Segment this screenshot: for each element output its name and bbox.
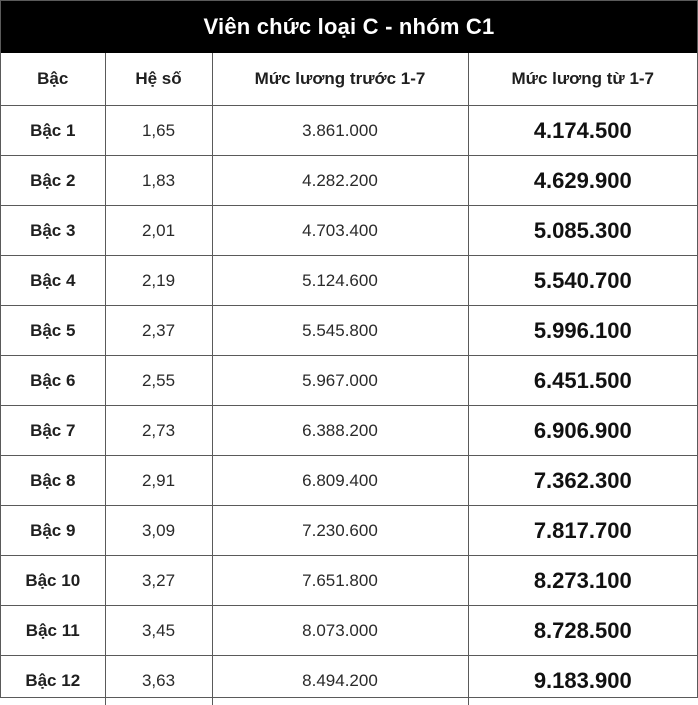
cell-salary-after: 5.540.700 <box>468 256 697 306</box>
cell-coefficient: 3,63 <box>105 656 212 705</box>
cell-level: Bậc 3 <box>1 206 105 256</box>
cell-level: Bậc 2 <box>1 156 105 206</box>
cell-salary-before: 6.388.200 <box>212 406 468 456</box>
cell-coefficient: 3,27 <box>105 556 212 606</box>
table-row <box>1 556 697 606</box>
table-row <box>1 306 697 356</box>
table-row <box>1 256 697 306</box>
cell-salary-before: 4.282.200 <box>212 156 468 206</box>
table-row <box>1 356 697 406</box>
cell-salary-before: 3.861.000 <box>212 106 468 156</box>
cell-coefficient: 2,91 <box>105 456 212 506</box>
header-coefficient: Hệ số <box>105 53 212 106</box>
table-row <box>1 506 697 556</box>
cell-coefficient: 1,83 <box>105 156 212 206</box>
cell-salary-after: 7.817.700 <box>468 506 697 556</box>
cell-level: Bậc 11 <box>1 606 105 656</box>
cell-salary-after: 7.362.300 <box>468 456 697 506</box>
header-row <box>1 53 697 106</box>
cell-salary-after: 8.728.500 <box>468 606 697 656</box>
cell-coefficient: 3,09 <box>105 506 212 556</box>
cell-level: Bậc 7 <box>1 406 105 456</box>
table-row <box>1 206 697 256</box>
cell-level: Bậc 10 <box>1 556 105 606</box>
cell-salary-after: 4.629.900 <box>468 156 697 206</box>
cell-level: Bậc 5 <box>1 306 105 356</box>
cell-coefficient: 2,73 <box>105 406 212 456</box>
table-title: Viên chức loại C - nhóm C1 <box>1 1 697 53</box>
cell-level: Bậc 1 <box>1 106 105 156</box>
cell-level: Bậc 12 <box>1 656 105 705</box>
table-row <box>1 106 697 156</box>
header-salary-after: Mức lương từ 1-7 <box>468 53 697 106</box>
table-row <box>1 156 697 206</box>
table-header <box>1 53 697 106</box>
cell-coefficient: 2,19 <box>105 256 212 306</box>
cell-level: Bậc 6 <box>1 356 105 406</box>
cell-salary-before: 6.809.400 <box>212 456 468 506</box>
cell-level: Bậc 9 <box>1 506 105 556</box>
cell-salary-before: 7.230.600 <box>212 506 468 556</box>
cell-salary-after: 4.174.500 <box>468 106 697 156</box>
cell-salary-before: 5.545.800 <box>212 306 468 356</box>
cell-coefficient: 1,65 <box>105 106 212 156</box>
header-level: Bậc <box>1 53 105 106</box>
cell-salary-before: 4.703.400 <box>212 206 468 256</box>
cell-coefficient: 2,37 <box>105 306 212 356</box>
table-body <box>1 106 697 705</box>
cell-coefficient: 2,01 <box>105 206 212 256</box>
cell-level: Bậc 8 <box>1 456 105 506</box>
cell-salary-after: 5.996.100 <box>468 306 697 356</box>
cell-level: Bậc 4 <box>1 256 105 306</box>
cell-salary-before: 7.651.800 <box>212 556 468 606</box>
cell-salary-before: 8.073.000 <box>212 606 468 656</box>
cell-coefficient: 3,45 <box>105 606 212 656</box>
cell-salary-after: 9.183.900 <box>468 656 697 705</box>
table-row <box>1 406 697 456</box>
cell-salary-after: 6.451.500 <box>468 356 697 406</box>
cell-salary-before: 5.124.600 <box>212 256 468 306</box>
cell-salary-before: 8.494.200 <box>212 656 468 705</box>
salary-table <box>1 53 697 705</box>
table-row <box>1 456 697 506</box>
table-row <box>1 606 697 656</box>
cell-coefficient: 2,55 <box>105 356 212 406</box>
cell-salary-before: 5.967.000 <box>212 356 468 406</box>
cell-salary-after: 5.085.300 <box>468 206 697 256</box>
header-salary-before: Mức lương trước 1-7 <box>212 53 468 106</box>
cell-salary-after: 6.906.900 <box>468 406 697 456</box>
cell-salary-after: 8.273.100 <box>468 556 697 606</box>
